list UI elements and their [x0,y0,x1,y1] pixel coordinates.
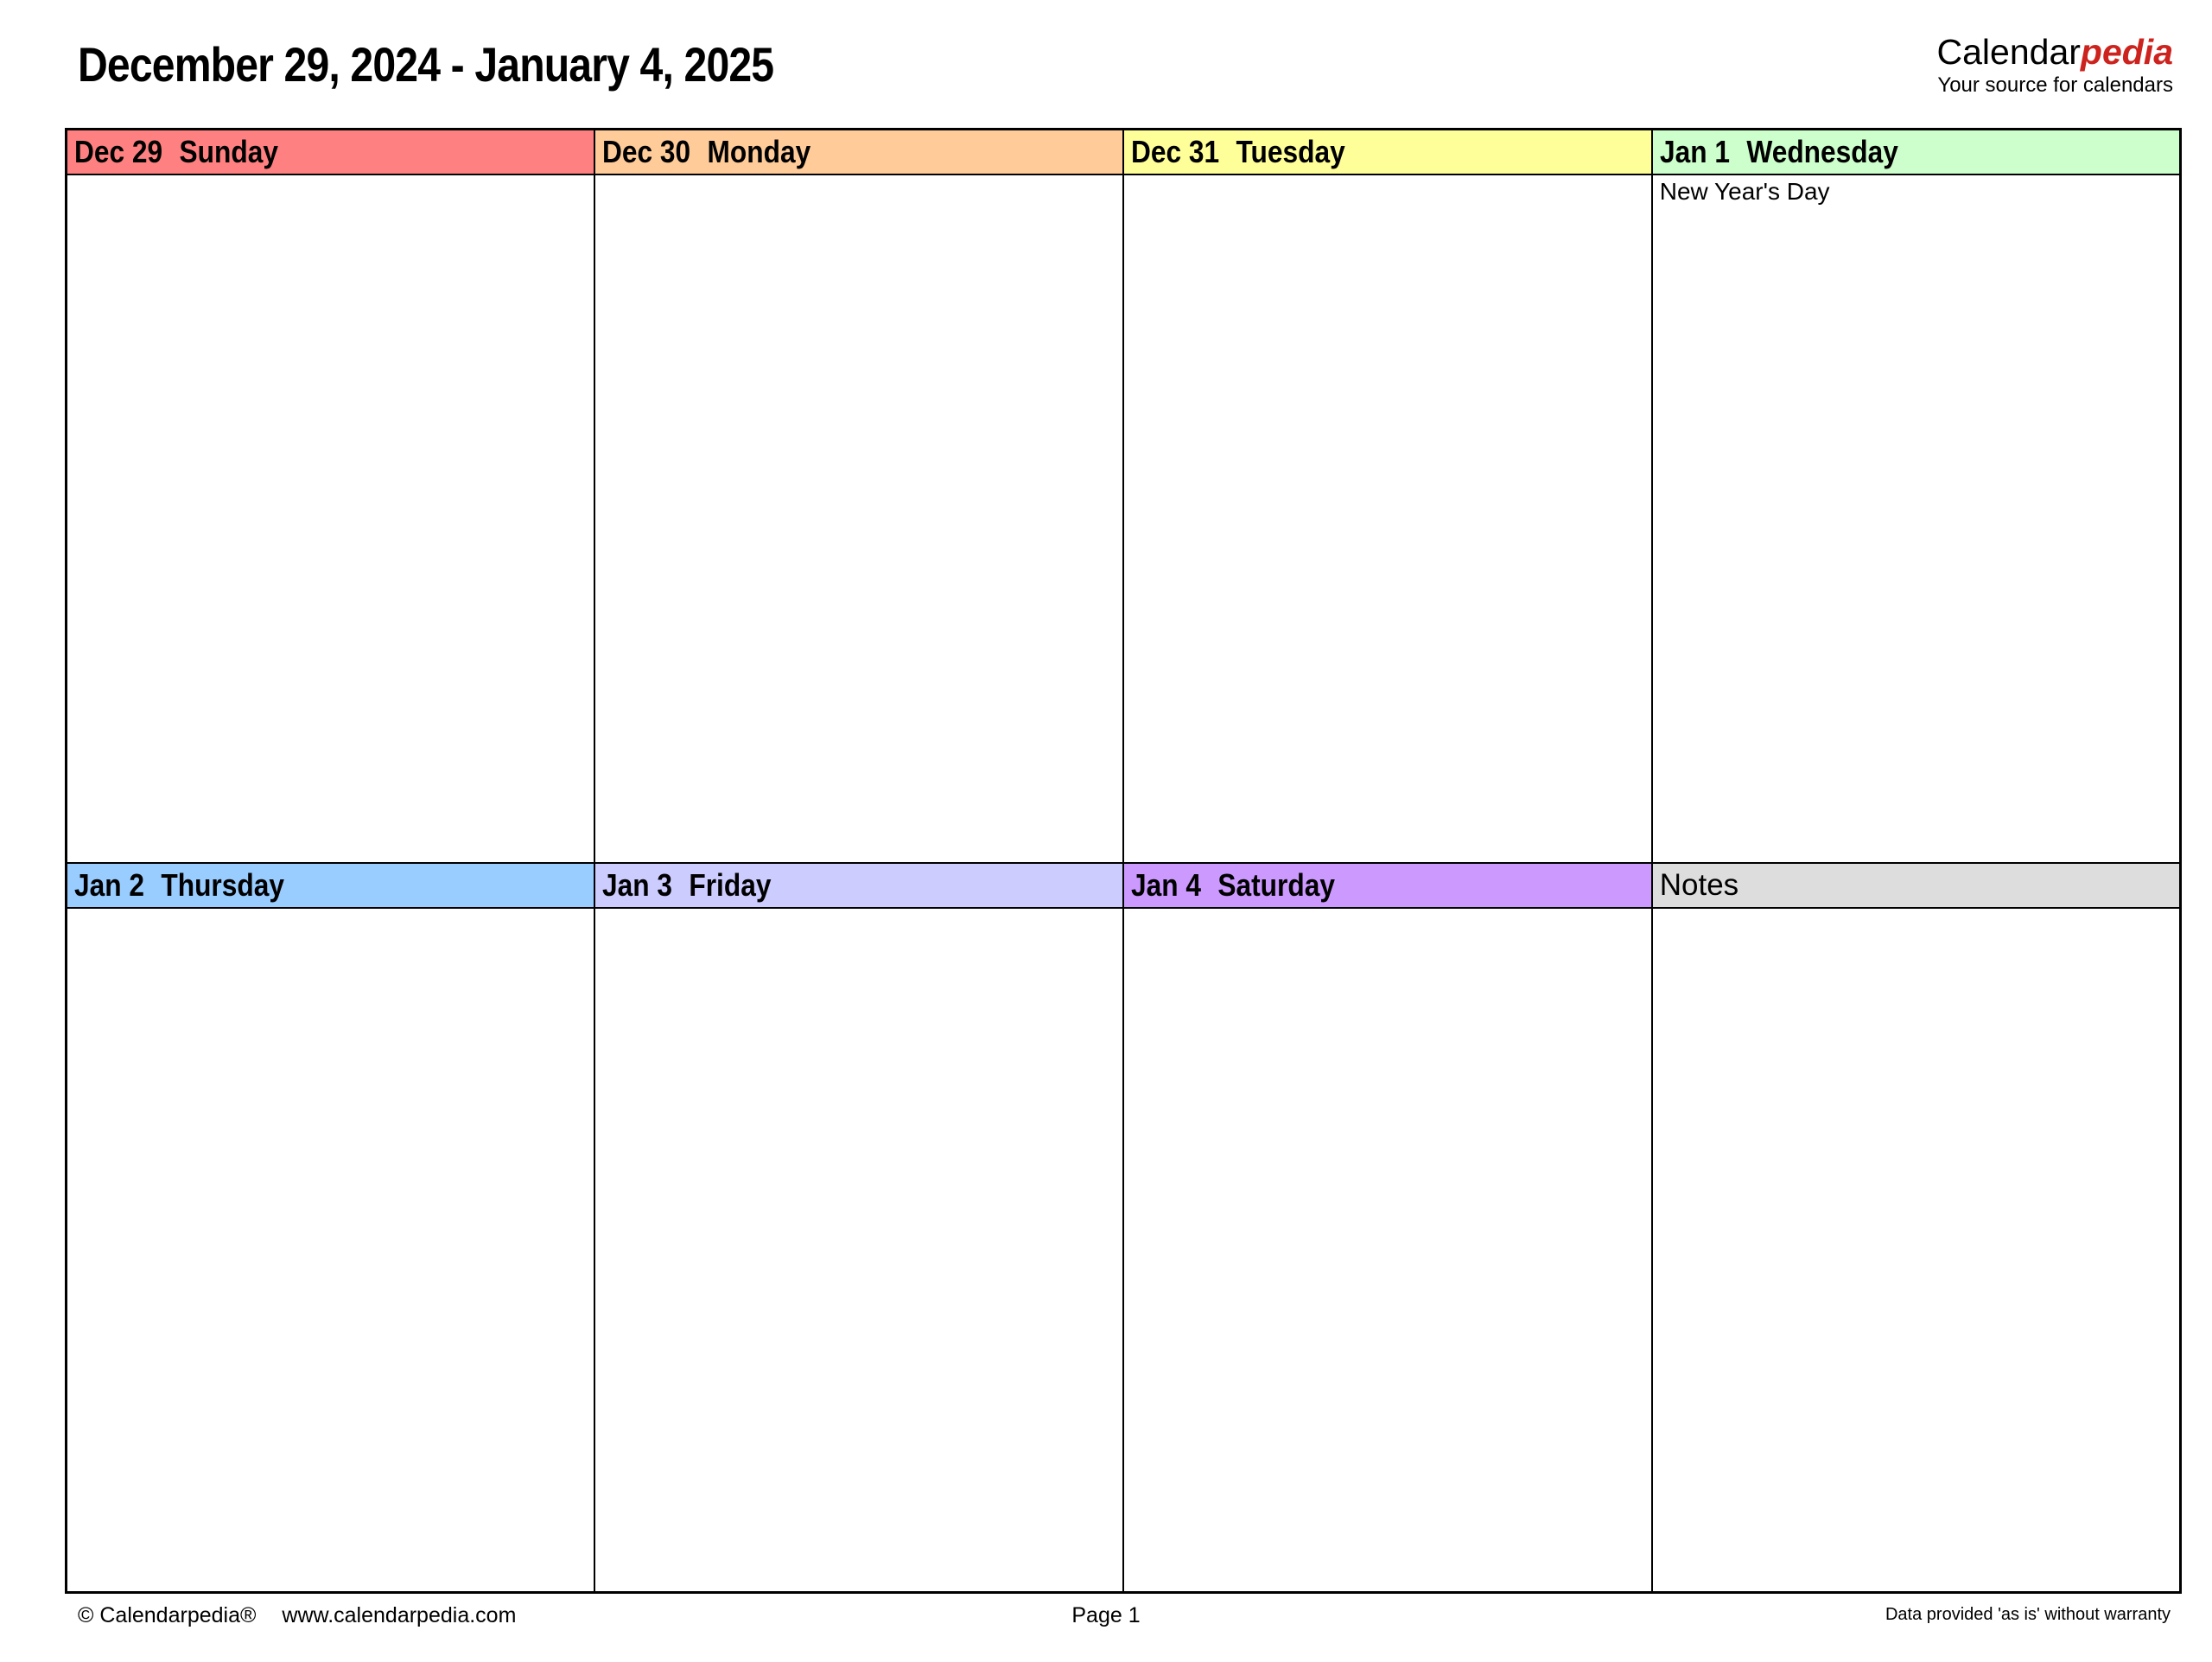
event-text [1124,909,1651,943]
event-text [595,175,1122,210]
day-weekday: Sunday [179,134,278,170]
week-row-2-content [67,908,2181,1592]
week-row-2-headers [67,863,2181,908]
day-cell-jan-2-thursday [67,908,595,1592]
footer-copyright: © Calendarpedia® [78,1603,257,1627]
page-title [78,36,887,92]
page-title-text: December 29, 2024 - January 4, 2025 [78,37,774,92]
notes-cell [1652,908,2181,1592]
day-date: Dec 29 [74,134,163,170]
day-header-label [602,134,810,170]
logo-part1: Calendar [1936,32,2081,72]
day-weekday: Friday [689,867,772,903]
week-row-1-headers [67,130,2181,175]
footer-disclaimer: Data provided 'as is' without warranty [1885,1605,2171,1624]
day-header-dec-31-tuesday [1123,130,1652,175]
logo-part2: pedia [2080,32,2173,72]
day-header-label [602,867,771,904]
logo-wordmark [1937,33,2173,72]
calendarpedia-logo [1937,33,2173,97]
day-cell-jan-3-friday [594,908,1123,1592]
event-text [595,909,1122,943]
day-weekday: Tuesday [1236,134,1345,170]
day-cell-jan-4-saturday [1123,908,1652,1592]
day-cell-dec-29-sunday [67,174,595,863]
day-date: Jan 3 [602,867,673,903]
footer-page-number: Page 1 [1071,1603,1141,1627]
day-date: Jan 2 [74,867,145,903]
notes-header-label: Notes [1659,868,1739,902]
day-weekday: Wednesday [1746,134,1898,170]
notes-header [1652,863,2181,908]
day-weekday: Thursday [161,867,284,903]
day-cell-dec-31-tuesday [1123,174,1652,863]
day-date: Jan 1 [1659,134,1730,170]
day-header-dec-29-sunday [67,130,595,175]
week-row-1-content [67,174,2181,863]
event-text [1124,175,1651,210]
notes-content [1653,909,2179,943]
event-text-new-years-day: New Year's Day [1659,178,1830,206]
day-header-jan-2-thursday [67,863,595,908]
day-cell-dec-30-monday [594,174,1123,863]
footer-url-link[interactable]: www.calendarpedia.com [282,1603,517,1627]
day-header-jan-1-wednesday [1652,130,2181,175]
day-weekday: Monday [707,134,811,170]
day-header-label [1131,867,1335,904]
logo-tagline: Your source for calendars [1937,73,2173,98]
day-cell-jan-1-wednesday [1652,174,2181,863]
day-header-label [74,134,278,170]
day-date: Dec 31 [1131,134,1220,170]
day-header-label [1131,134,1345,170]
day-header-label [1660,134,1898,170]
day-header-jan-4-saturday [1123,863,1652,908]
day-weekday: Saturday [1217,867,1335,903]
day-header-jan-3-friday [594,863,1123,908]
day-date: Dec 30 [602,134,691,170]
event-text [67,175,594,210]
calendar-table [65,128,2182,1594]
event-text [67,909,594,943]
day-header-dec-30-monday [594,130,1123,175]
day-date: Jan 4 [1131,867,1202,903]
day-header-label [74,867,284,904]
